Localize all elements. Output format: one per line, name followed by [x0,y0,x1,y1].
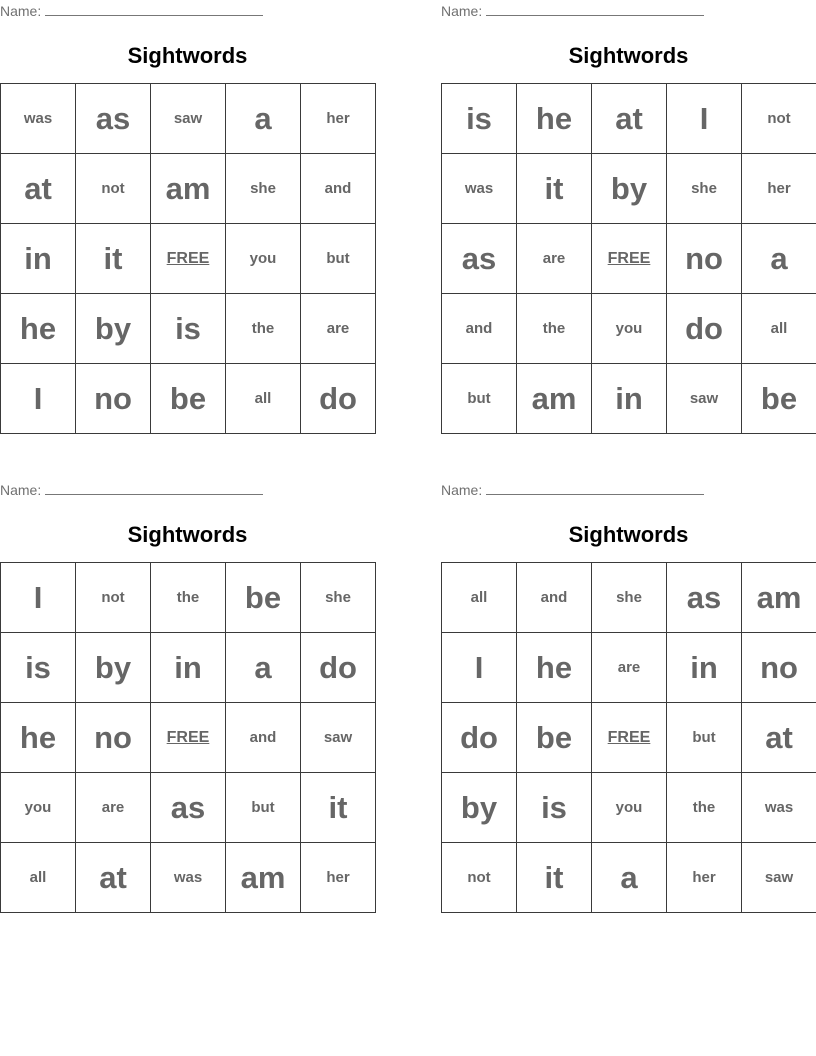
word-cell: her [667,843,742,913]
word-cell: you [226,224,301,294]
card-title: Sightwords [568,522,689,547]
name-label: Name: [441,3,483,19]
word-cell: not [76,563,151,633]
word-cell: not [442,843,517,913]
word-cell: by [442,773,517,843]
word-cell: do [301,633,376,703]
word-cell: is [442,84,517,154]
word-cell: not [742,84,816,154]
word-cell: was [442,154,517,224]
word-cell: all [742,294,816,364]
word-cell: in [151,633,226,703]
word-cell: be [226,563,301,633]
word-cell: all [1,843,76,913]
word-cell: by [76,294,151,364]
word-cell: am [742,563,816,633]
word-cell: a [742,224,816,294]
word-cell: you [592,773,667,843]
word-cell: am [226,843,301,913]
grid-row [442,703,816,773]
word-cell: and [442,294,517,364]
name-blank-line [45,482,263,495]
word-cell: as [442,224,517,294]
word-cell: no [742,633,816,703]
word-cell: saw [667,364,742,434]
word-cell: but [667,703,742,773]
word-cell: in [1,224,76,294]
word-cell: the [517,294,592,364]
word-cell: but [301,224,376,294]
word-cell: her [742,154,816,224]
grid-row [442,84,816,154]
word-cell: she [226,154,301,224]
word-cell: as [667,563,742,633]
word-cell: is [151,294,226,364]
word-grid [0,562,376,913]
word-cell: are [592,633,667,703]
name-label: Name: [0,482,42,498]
word-cell: be [151,364,226,434]
word-cell: is [517,773,592,843]
grid-row [1,563,376,633]
word-cell: I [1,364,76,434]
grid-row [442,224,816,294]
name-label: Name: [0,3,42,19]
card-title: Sightwords [568,43,689,68]
word-cell: I [667,84,742,154]
word-cell: it [301,773,376,843]
word-cell: at [742,703,816,773]
word-cell: he [1,703,76,773]
word-cell: a [226,84,301,154]
word-cell: her [301,843,376,913]
grid-row [442,633,816,703]
word-cell: am [517,364,592,434]
word-cell: it [517,154,592,224]
word-cell: he [517,84,592,154]
word-cell: it [517,843,592,913]
grid-row [1,773,376,843]
grid-row [1,703,376,773]
name-blank-line [486,3,704,16]
name-field [441,2,704,20]
word-cell: her [301,84,376,154]
free-space-cell: FREE [592,703,667,773]
grid-row [1,364,376,434]
word-cell: but [226,773,301,843]
free-space-cell: FREE [592,224,667,294]
word-cell: the [226,294,301,364]
word-cell: no [76,703,151,773]
word-cell: do [301,364,376,434]
word-cell: the [151,563,226,633]
word-cell: be [517,703,592,773]
word-cell: was [151,843,226,913]
word-cell: by [592,154,667,224]
free-space-cell: FREE [151,224,226,294]
word-cell: it [76,224,151,294]
word-cell: she [301,563,376,633]
word-cell: at [1,154,76,224]
word-cell: saw [151,84,226,154]
grid-row [442,843,816,913]
word-cell: as [76,84,151,154]
card-title: Sightwords [127,43,248,68]
word-cell: the [667,773,742,843]
word-cell: all [226,364,301,434]
word-cell: is [1,633,76,703]
word-cell: and [226,703,301,773]
grid-row [1,84,376,154]
word-cell: at [76,843,151,913]
word-cell: he [517,633,592,703]
word-cell: be [742,364,816,434]
word-grid [441,83,816,434]
word-cell: she [592,563,667,633]
grid-row [442,773,816,843]
word-cell: no [667,224,742,294]
word-cell: are [76,773,151,843]
word-cell: you [592,294,667,364]
word-cell: are [517,224,592,294]
word-grid [441,562,816,913]
grid-row [1,843,376,913]
word-cell: was [742,773,816,843]
grid-row [442,364,816,434]
grid-row [1,154,376,224]
word-cell: am [151,154,226,224]
name-field [0,2,263,20]
grid-row [442,563,816,633]
name-field [0,481,263,499]
word-cell: you [1,773,76,843]
word-grid [0,83,376,434]
word-cell: but [442,364,517,434]
name-label: Name: [441,482,483,498]
word-cell: no [76,364,151,434]
word-cell: saw [742,843,816,913]
word-cell: in [592,364,667,434]
word-cell: and [301,154,376,224]
word-cell: I [442,633,517,703]
word-cell: I [1,563,76,633]
word-cell: all [442,563,517,633]
word-cell: are [301,294,376,364]
grid-row [442,294,816,364]
free-space-cell: FREE [151,703,226,773]
word-cell: was [1,84,76,154]
word-cell: at [592,84,667,154]
word-cell: not [76,154,151,224]
word-cell: as [151,773,226,843]
grid-row [1,294,376,364]
word-cell: do [442,703,517,773]
word-cell: a [592,843,667,913]
word-cell: and [517,563,592,633]
grid-row [442,154,816,224]
word-cell: he [1,294,76,364]
grid-row [1,224,376,294]
word-cell: in [667,633,742,703]
word-cell: a [226,633,301,703]
name-blank-line [486,482,704,495]
word-cell: by [76,633,151,703]
name-blank-line [45,3,263,16]
word-cell: saw [301,703,376,773]
word-cell: do [667,294,742,364]
grid-row [1,633,376,703]
card-title: Sightwords [127,522,248,547]
name-field [441,481,704,499]
word-cell: she [667,154,742,224]
